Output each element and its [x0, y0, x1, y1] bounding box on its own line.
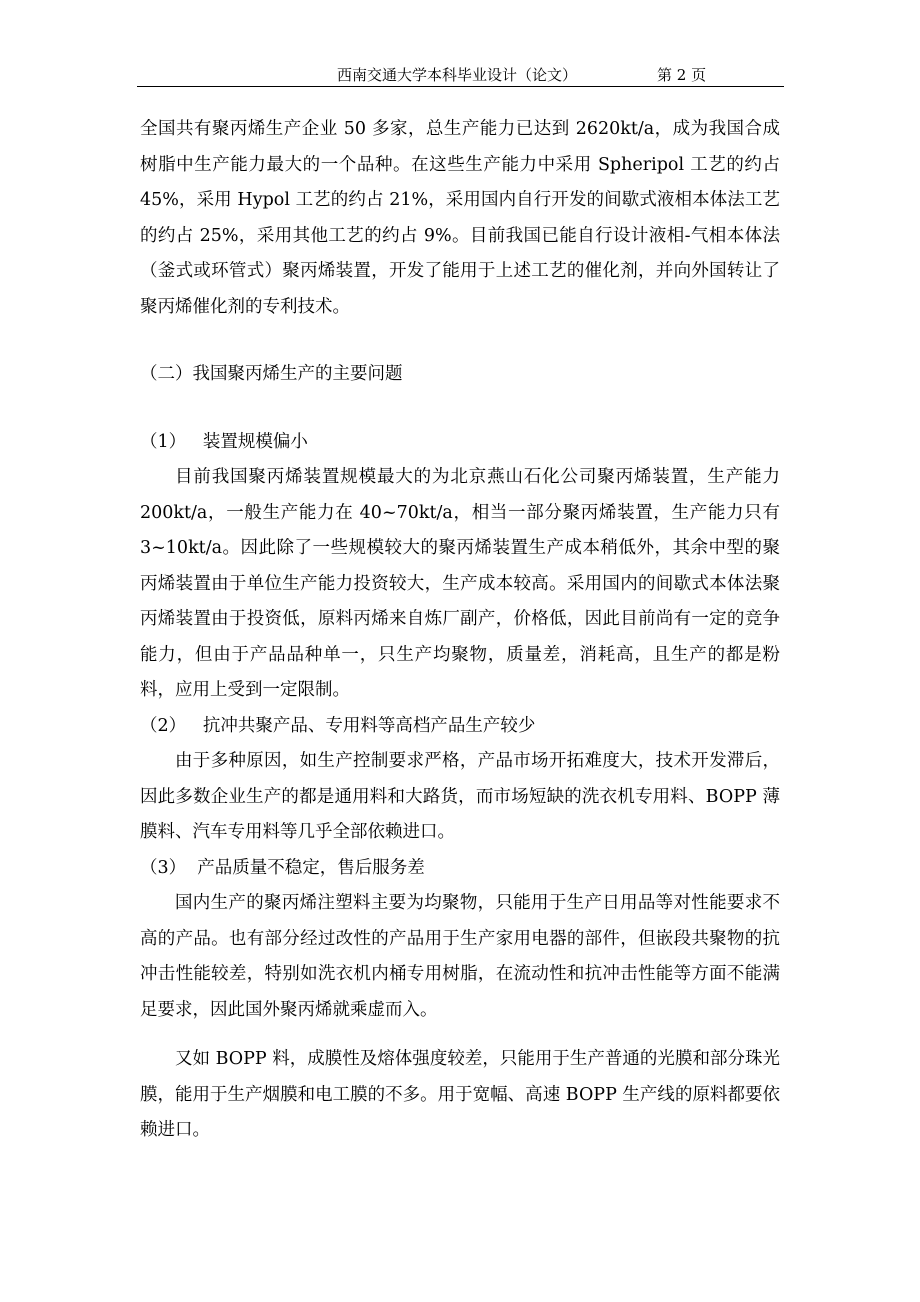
paragraph-capacity: 全国共有聚丙烯生产企业 50 多家，总生产能力已达到 2620kt/a，成为我国合成树脂中生产能力最大的一个品种。在这些生产能力中采用 Spheripol 工艺的约占 45%，采用 Hypol 工艺的约占 21%，采用国内自行开发的间歇式液相本体法工艺的约占 25%，采用其他工艺的约占 9%。目前我国已能自行设计液相-气相本体法（釜式或环管式）聚丙烯装置，开发了能用于上述工艺的催化剂，并向外国转让了聚丙烯催化剂的专利技术。 [140, 119, 780, 317]
page-header [137, 64, 784, 86]
header-divider [137, 86, 784, 87]
item3-body-2: 又如 BOPP 料，成膜性及熔体强度较差，只能用于生产普通的光膜和部分珠光膜，能用于生产烟膜和电工膜的不多。用于宽幅、高速 BOPP 生产线的原料都要依赖进口。 [140, 1049, 780, 1140]
item2-heading: （2） 抗冲共聚产品、专用料等高档产品生产较少 [140, 715, 536, 736]
body-text [140, 112, 780, 1149]
item3-body: 国内生产的聚丙烯注塑料主要为均聚物，只能用于生产日用品等对性能要求不高的产品。也有部分经过改性的产品用于生产家用电器的部件，但嵌段共聚物的抗冲击性能较差，特别如洗衣机内桶专用树脂，在流动性和抗冲击性能等方面不能满足要求，因此国外聚丙烯就乘虚而入。 [140, 893, 780, 1020]
header-title: 西南交通大学本科毕业设计（论文） [337, 66, 578, 84]
item1-heading: （1） 装置规模偏小 [140, 431, 308, 452]
item2-body: 由于多种原因，如生产控制要求严格，产品市场开拓难度大，技术开发滞后，因此多数企业生产的都是通用料和大路货，而市场短缺的洗衣机专用料、BOPP 薄膜料、汽车专用料等几乎全部依赖进口。 [140, 751, 780, 842]
header-page-number: 第 2 页 [657, 66, 707, 84]
item1-body: 目前我国聚丙烯装置规模最大的为北京燕山石化公司聚丙烯装置，生产能力 200kt/a，一般生产能力在 40~70kt/a，相当一部分聚丙烯装置，生产能力只有 3~10kt/a。因此除了一些规模较大的聚丙烯装置生产成本稍低外，其余中型的聚丙烯装置由于单位生产能力投资较大，生产成本较高。采用国内的间歇式本体法聚丙烯装置由于投资低，原料丙烯来自炼厂副产，价格低，因此目前尚有一定的竞争能力，但由于产品品种单一，只生产均聚物，质量差，消耗高，且生产的都是粉料，应用上受到一定限制。 [140, 467, 780, 700]
item3-heading: （3） 产品质量不稳定，售后服务差 [140, 857, 425, 878]
section-heading: （二）我国聚丙烯生产的主要问题 [140, 364, 403, 384]
